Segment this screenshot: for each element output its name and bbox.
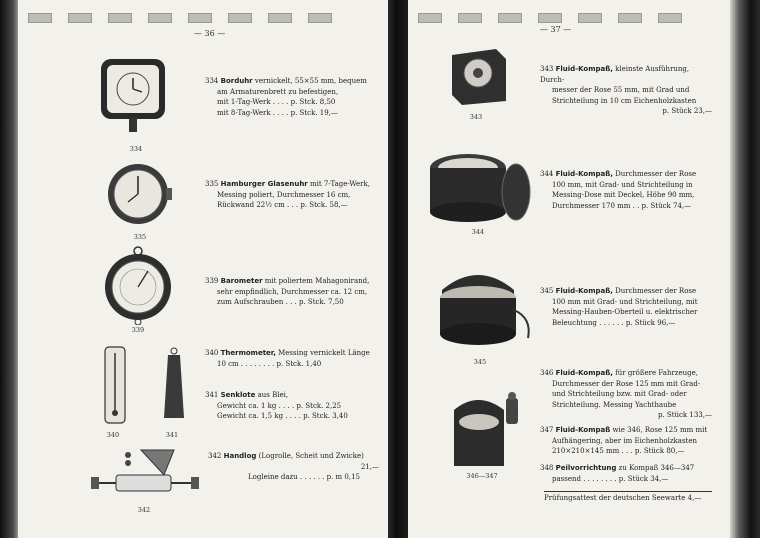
left-page [18,0,388,538]
barometer-illustration [102,245,174,325]
figure-label: 339 [131,326,145,334]
catalog-entry-334: 334 Borduhr vernickelt, 55×55 mm, bequem am Armaturenbrett zu befestigen, mit 1-Tag-Werk . . . . p. Stck. 8,50 mit 8-Tag-Werk . . . . p. Stck. 19,— [205,77,367,117]
catalog-entry-345: 345 Fluid-Kompaß, Durchmesser der Rose 100 mm mit Grad- und Strichteilung, mit Messing-Hauben-Oberteil u. elektrischer Beleuchtung . . . . . . p. Stück 96,— [540,287,698,327]
figure-label: 342 [137,506,151,514]
thermometer-illustration [102,345,130,425]
compass-tin-illustration [426,140,536,224]
dashboard-clock-illustration [98,56,170,136]
figure-label: 343 [469,113,483,121]
catalog-entry-348: 348 Peilvorrichtung zu Kompaß 346—347 passend . . . . . . . . p. Stück 34,— [540,464,695,483]
figure-label: 335 [133,233,147,241]
page-number: — 36 — [194,29,226,38]
compass-box-illustration [446,45,510,107]
register-tabs [418,8,698,22]
catalog-entry-335: 335 Hamburger Glasenuhr mit 7-Tage-Werk, Messing poliert, Durchmesser 16 cm, Rückwand 22½ cm . . . p. Stck. 58,— [205,180,370,209]
yacht-compass-binnacle-illustration [440,386,536,470]
figure-label: 346—347 [466,472,498,480]
catalog-entry-339: 339 Barometer mit poliertem Mahagonirand, sehr empfindlich, Durchmesser ca. 12 cm, zum Aufschrauben . . . p. Stck. 7,50 [205,277,370,306]
sounding-lead-illustration [162,345,186,420]
page-number: — 37 — [540,25,572,34]
catalog-entry-340: 340 Thermometer, Messing vernickelt Länge 10 cm . . . . . . . . p. Stck. 1,40 [205,349,370,368]
right-page [408,0,730,538]
figure-label: 341 [165,431,179,439]
illuminated-compass-illustration [428,260,540,352]
catalog-entry-342: 342 Handlog (Logrolle, Scheit und Zwicke) 21,— Logleine dazu . . . . . . p. m 0,15 [208,452,379,481]
catalog-entry-347: 347 Fluid-Kompaß wie 346, Rose 125 mm mit Aufhängering, aber im Eichenholzkasten 210×210×145 mm . . . p. Stück 80,— [540,426,708,455]
figure-label: 344 [471,228,485,236]
figure-label: 334 [129,145,143,153]
register-tabs [28,8,348,22]
catalog-entry-346: 346 Fluid-Kompaß, für größere Fahrzeuge, Durchmesser der Rose 125 mm mit Grad- und Strichteilung bzw. mit Grad- oder Strichteilung. Messing Yachthaube p. Stück 133,— [540,369,712,419]
certificate-line: Prüfungsattest der deutschen Seewarte 4,— [544,491,712,502]
ships-clock-illustration [104,162,176,228]
hand-log-illustration [86,445,206,500]
catalog-entry-341: 341 Senklote aus Blei, Gewicht ca. 1 kg . . . . p. Stck. 2,25 Gewicht ca. 1,5 kg . . . . p. Stck. 3,40 [205,391,348,420]
book-edge-right [730,0,760,538]
book-gutter [388,0,408,538]
figure-label: 345 [473,358,487,366]
catalog-entry-344: 344 Fluid-Kompaß, Durchmesser der Rose 100 mm, mit Grad- und Strichteilung in Messing-Dose mit Deckel, Höhe 90 mm, Durchmesser 170 mm . . p. Stück 74,— [540,170,697,210]
figure-label: 340 [106,431,120,439]
catalog-entry-343: 343 Fluid-Kompaß, kleinste Ausführung, Durch- messer der Rose 55 mm, mit Grad und Strichteilung in 10 cm Eichenholzkasten p. Stück 23,— [540,65,712,115]
